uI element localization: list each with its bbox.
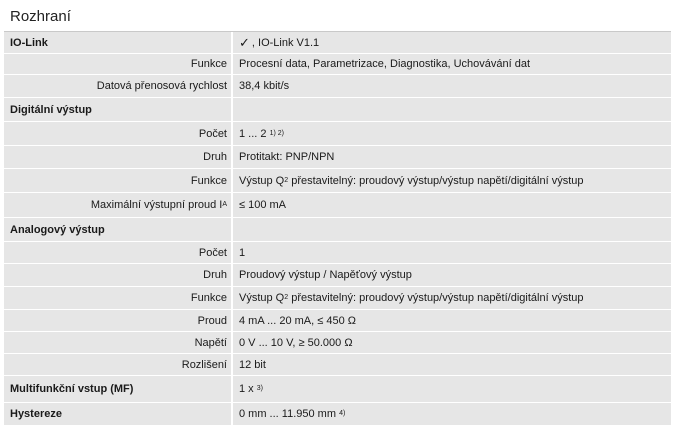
row-value: 1 x 3) [231, 376, 671, 402]
row-label: Funkce [190, 174, 227, 187]
table-row [4, 32, 671, 54]
table-row [4, 332, 671, 354]
funkce-post: přestavitelný: proudový výstup/výstup napětí/digitální výstup [288, 292, 584, 304]
pocet-value: 1 ... 2 [239, 127, 267, 140]
row-value: 4 mA ... 20 mA, ≤ 450 Ω [231, 310, 671, 331]
row-label: Proud [197, 314, 227, 327]
row-value: 38,4 kbit/s [231, 75, 671, 97]
row-label: IO-Link [10, 36, 48, 49]
row-label: Multifunkční vstup (MF) [10, 383, 134, 395]
table-row [4, 264, 671, 287]
row-value: 0 mm ... 11.950 mm 4) [231, 403, 671, 425]
table-row [4, 54, 671, 75]
row-value: ≤ 100 mA [231, 193, 671, 217]
row-label: Druh [203, 151, 227, 163]
row-label: Analogový výstup [10, 223, 105, 236]
table-row [4, 403, 671, 426]
table-row [4, 122, 671, 146]
row-value [231, 218, 671, 241]
proud-label-pre: Maximální výstupní proud I [90, 199, 223, 211]
row-value: Výstup Q 2 přestavitelný: proudový výstup/výstup napětí/digitální výstup [231, 169, 671, 192]
row-value [231, 32, 671, 53]
row-label: Počet [198, 127, 227, 140]
row-label: Hystereze [10, 408, 62, 420]
table-row [4, 354, 671, 376]
check-icon: ✓ [239, 34, 250, 50]
row-value: 1 ... 2 1) 2) [231, 122, 671, 145]
table-row [4, 193, 671, 218]
row-value: 12 bit [231, 354, 671, 375]
funkce-pre: Výstup Q [239, 174, 285, 187]
row-value [231, 98, 671, 121]
table-row [4, 376, 671, 403]
row-label: Funkce [190, 292, 227, 304]
funkce-post: přestavitelný: proudový výstup/výstup napětí/digitální výstup [288, 174, 584, 187]
table-row [4, 287, 671, 310]
row-value: Výstup Q 2 přestavitelný: proudový výstup/výstup napětí/digitální výstup [231, 287, 671, 309]
row-label: Napětí [194, 336, 227, 349]
row-value: 1 [231, 242, 671, 263]
table-row [4, 75, 671, 98]
row-label: Funkce [190, 58, 227, 70]
table-row [4, 98, 671, 122]
row-label: Digitální výstup [10, 103, 92, 116]
table-row [4, 242, 671, 264]
row-value: 0 V ... 10 V, ≥ 50.000 Ω [231, 332, 671, 353]
table-row [4, 169, 671, 193]
funkce-pre: Výstup Q [239, 292, 285, 304]
hystereze-value: 0 mm ... 11.950 mm [239, 408, 336, 420]
row-label: Maximální výstupní proud I A [90, 199, 227, 211]
table-row [4, 310, 671, 332]
row-label: Druh [203, 269, 227, 281]
row-value: Protitakt: PNP/NPN [231, 146, 671, 168]
table-row [4, 218, 671, 242]
row-value: Procesní data, Parametrizace, Diagnostika, Uchovávání dat [231, 54, 671, 74]
table-row [4, 146, 671, 169]
row-value: Proudový výstup / Napěťový výstup [231, 264, 671, 286]
row-label: Datová přenosová rychlost [96, 80, 227, 92]
iolink-version: , IO-Link V1.1 [251, 36, 320, 49]
spec-table [4, 31, 671, 426]
row-label: Počet [198, 246, 227, 259]
row-label: Rozlišení [181, 358, 227, 371]
mf-value: 1 x [239, 383, 254, 395]
page-title: Rozhraní [10, 8, 71, 25]
